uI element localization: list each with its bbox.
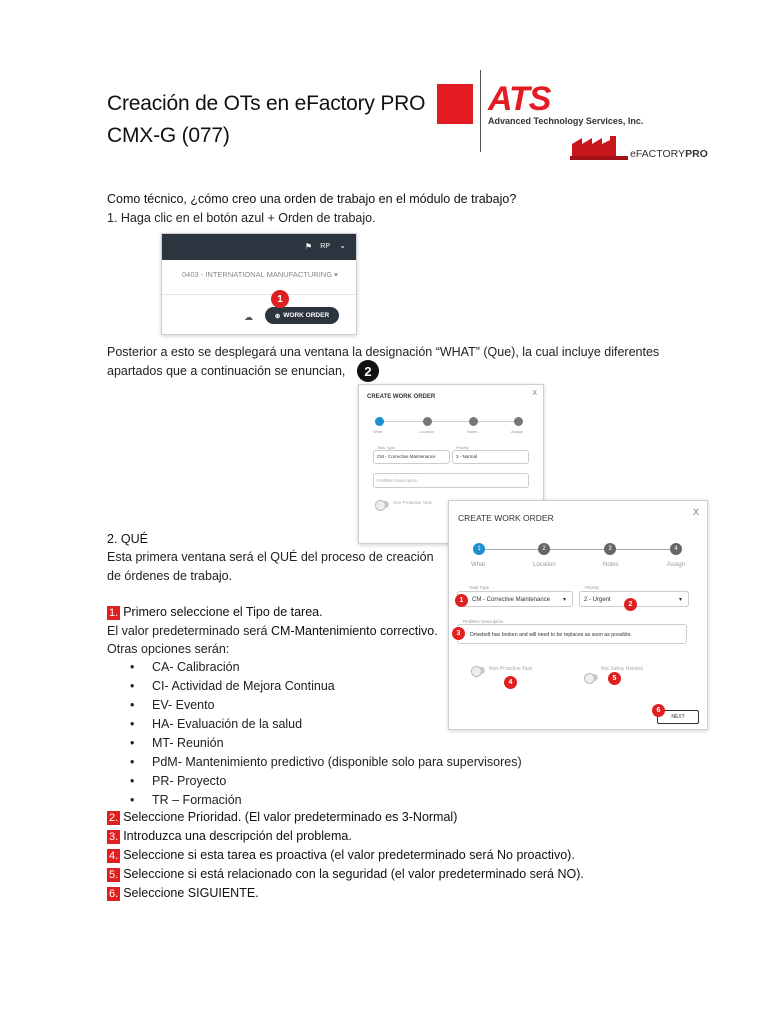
list-item: • HA- Evaluación de la salud (130, 715, 522, 734)
task-type-select[interactable] (373, 450, 450, 464)
first-step (107, 603, 323, 622)
problem-description-value: Drivebelt has broken and will need to be replaces as soon as possible. (470, 632, 632, 638)
problem-placeholder: Problem Description (377, 478, 418, 483)
step-dot-location[interactable] (423, 417, 432, 426)
list-item: • PR- Proyecto (130, 772, 522, 791)
work-order-button-label: WORK ORDER (283, 312, 330, 319)
logo-red-square (437, 84, 473, 124)
list-item: • TR – Formación (130, 791, 522, 810)
section-line1: Esta primera ventana será el QUÉ del proceso de creación (107, 550, 434, 564)
location-selector[interactable]: 0403 - INTERNATIONAL MANUFACTURING ▾ (182, 270, 338, 279)
safety-toggle[interactable] (584, 674, 598, 681)
step-badge-6: 6. (109, 888, 119, 900)
list-item: • CA- Calibración (130, 658, 522, 677)
step-item-6 (107, 884, 584, 903)
document-subtitle: CMX-G (077) (107, 124, 230, 147)
marker-6: 6 (652, 704, 665, 717)
step-text-2: Seleccione Prioridad. (El valor predeterminado es 3-Normal) (123, 810, 458, 824)
marker-3: 3 (452, 627, 465, 640)
first-step-text: Primero seleccione el Tipo de tarea. (123, 605, 323, 619)
step-dot-location[interactable]: 2 (538, 543, 550, 555)
section-heading: 2. QUÉ (107, 532, 148, 546)
work-order-button[interactable] (265, 307, 339, 324)
top-bar (162, 234, 356, 260)
step-label-what: What (373, 429, 383, 434)
step-dot-what[interactable]: 1 (473, 543, 485, 555)
problem-description-input[interactable] (373, 473, 529, 488)
screenshot-work-order-button (161, 233, 357, 335)
step-label-notes: Notes (467, 429, 478, 434)
dialog-title: CREATE WORK ORDER (367, 394, 436, 400)
marker-2: 2 (624, 598, 637, 611)
problem-description-input[interactable] (457, 624, 687, 644)
list-item: • CI- Actividad de Mejora Continua (130, 677, 522, 696)
dialog-title: CREATE WORK ORDER (458, 513, 554, 523)
step-label-location: Location (533, 562, 556, 568)
close-icon[interactable]: X (532, 390, 537, 397)
step-label-notes: Notes (603, 562, 619, 568)
step-label-location: Location (419, 429, 435, 434)
list-item: • MT- Reunión (130, 734, 522, 753)
step-item-4 (107, 846, 584, 865)
task-type-label: Task Type (469, 585, 490, 590)
user-initials[interactable]: RP (320, 243, 330, 250)
factory-icon (570, 134, 630, 160)
safety-label: Not Safety Related (601, 666, 643, 672)
priority-select[interactable] (452, 450, 529, 464)
task-type-value: CM - Corrective Maintenance (472, 597, 551, 603)
step-badge-3: 3. (109, 831, 119, 843)
step-badge-1: 1. (109, 607, 119, 619)
task-type-value: CM - Corrective Maintenance (377, 454, 436, 459)
step-item-3 (107, 827, 584, 846)
caret-down-icon: ▾ (562, 597, 566, 603)
step-dot-what[interactable] (375, 417, 384, 426)
logo-efactorypro (630, 148, 708, 160)
list-item: • EV- Evento (130, 696, 522, 715)
step-dot-notes[interactable]: 3 (604, 543, 616, 555)
step-text-3: Introduzca una descripción del problema. (123, 829, 352, 843)
logo-ats: ATS (488, 80, 551, 118)
step-label-assign: Assign (511, 429, 524, 434)
default-value: CM-Mantenimiento correctivo. (270, 624, 438, 638)
step-dot-assign[interactable] (514, 417, 523, 426)
chevron-down-icon[interactable]: ⌄ (339, 241, 346, 250)
problem-description-label: Problem Description (463, 619, 504, 624)
logo-pro: PRO (685, 148, 708, 160)
marker-1: 1 (455, 594, 468, 607)
intro-step1: 1. Haga clic en el botón azul + Orden de trabajo. (107, 211, 376, 225)
priority-label: Priority (585, 585, 600, 590)
priority-label: Priority (456, 445, 469, 450)
step-badge-4: 4. (109, 850, 119, 862)
logo-company-name: Advanced Technology Services, Inc. (488, 116, 644, 126)
default-line (107, 622, 438, 641)
plus-icon: ⊕ (274, 312, 281, 320)
logo-divider (480, 70, 481, 152)
priority-value: 3 - Normal (456, 454, 478, 459)
step-badge-5: 5. (109, 869, 119, 881)
intro-after-line1: Posterior a esto se desplegará una ventana la designación “WHAT” (Que), la cual incluye diferentes (107, 345, 660, 359)
screenshot-create-work-order-large (448, 500, 708, 730)
intro-after-line2: apartados que a continuación se enuncian, (107, 364, 346, 378)
flag-icon: ⚑ (304, 242, 312, 251)
logo-efactory: eFACTORY (630, 148, 686, 160)
other-options-label: Otras opciones serán: (107, 642, 230, 656)
stepper-line (379, 421, 519, 422)
stepper-line (479, 549, 677, 550)
steps-list (107, 808, 584, 903)
list-item: • PdM- Mantenimiento predictivo (disponible solo para supervisores) (130, 753, 522, 772)
non-proactive-toggle[interactable] (375, 501, 389, 508)
step-label-what: What (471, 562, 486, 568)
priority-value: 2 - Urgent (584, 597, 611, 603)
step-item-2 (107, 808, 584, 827)
marker-4: 4 (504, 676, 517, 689)
next-button[interactable]: NEXT (657, 710, 699, 724)
default-prefix: El valor predeterminado será (107, 624, 271, 638)
close-icon[interactable]: X (692, 507, 699, 517)
marker-2: 2 (357, 360, 379, 382)
divider (162, 294, 356, 295)
step-text-4: Seleccione si esta tarea es proactiva (el valor predeterminado será No proactivo). (123, 848, 575, 862)
marker-5: 5 (608, 672, 621, 685)
step-text-6: Seleccione SIGUIENTE. (123, 886, 259, 900)
document-title: Creación de OTs en eFactory PRO (107, 92, 426, 115)
step-badge-2: 2. (109, 812, 119, 824)
section-line2: de órdenes de trabajo. (107, 569, 233, 583)
intro-question: Como técnico, ¿cómo creo una orden de trabajo en el módulo de trabajo? (107, 192, 517, 206)
non-proactive-label: Non-Proactive Task (393, 500, 432, 505)
task-type-label: Task Type (377, 445, 395, 450)
step-item-5 (107, 865, 584, 884)
non-proactive-toggle[interactable] (471, 667, 485, 674)
task-type-select[interactable] (457, 591, 573, 607)
location-label: 0403 - INTERNATIONAL MANUFACTURING (182, 270, 333, 279)
marker-1: 1 (271, 290, 289, 308)
caret-down-icon: ▾ (678, 597, 682, 603)
step-text-5: Seleccione si está relacionado con la seguridad (el valor predeterminado será NO). (123, 867, 584, 881)
non-proactive-label: Non-Proactive Task (489, 666, 533, 672)
step-label-assign: Assign (667, 562, 686, 568)
cloud-icon[interactable]: ☁ (244, 312, 253, 322)
step-dot-assign[interactable]: 4 (670, 543, 682, 555)
step-dot-notes[interactable] (469, 417, 478, 426)
